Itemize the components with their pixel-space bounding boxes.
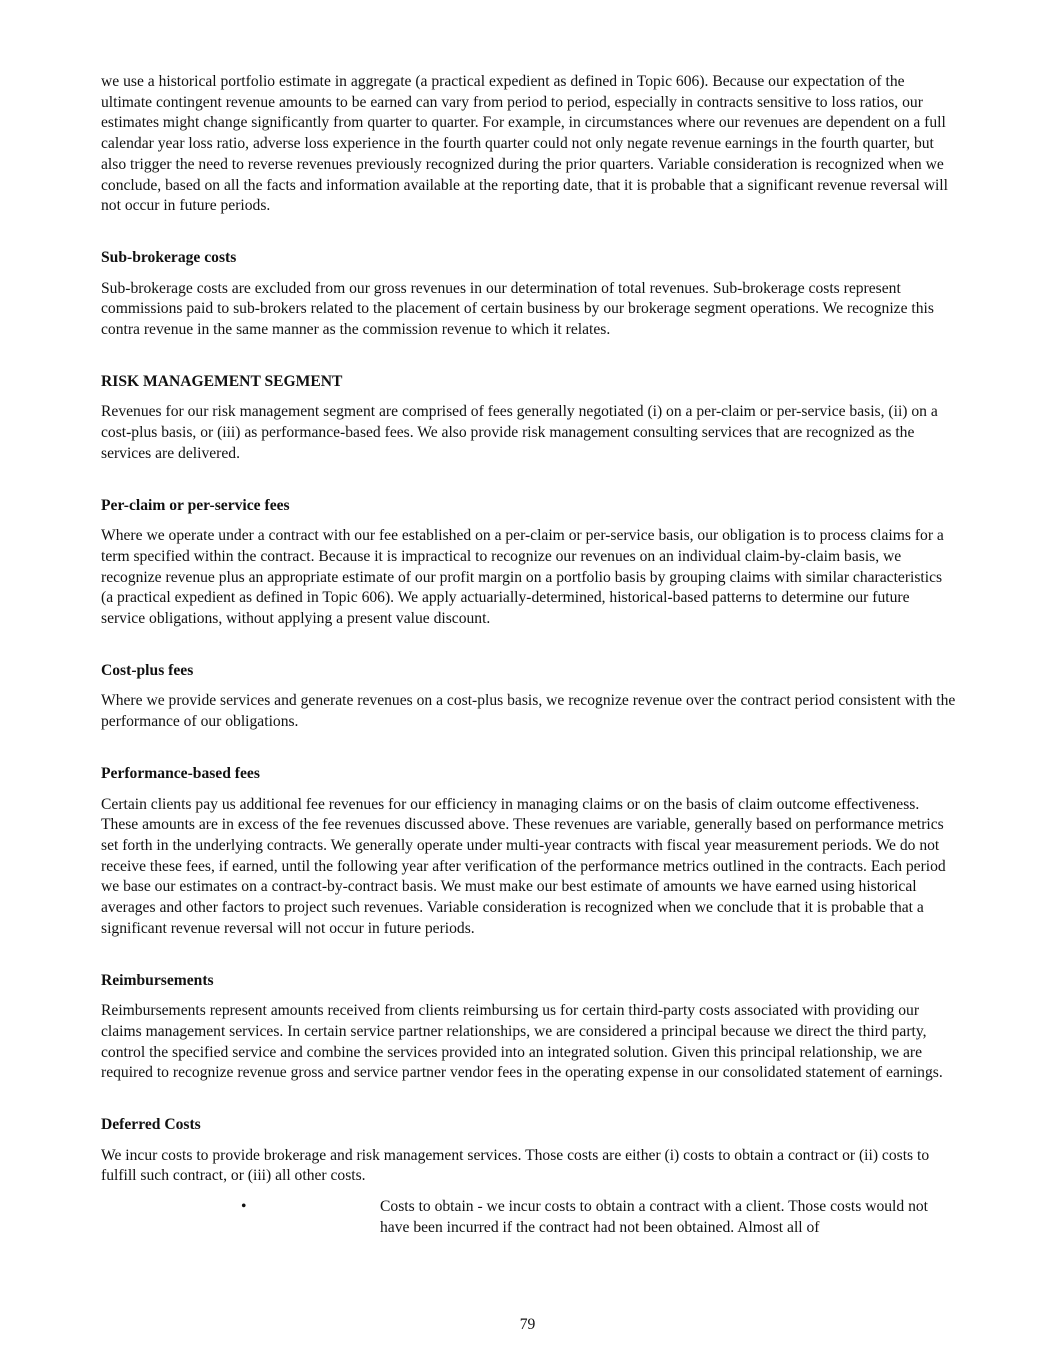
performance-based-paragraph: Certain clients pay us additional fee revenues for our efficiency in managing claims or on the basis of claim outcome effectiveness. These amounts are in excess of the fee revenues discussed above. These revenues are variable, generally based on performance metrics set forth in the underlying contracts. We generally operate under multi-year contracts with fiscal year measurement periods. We do not receive these fees, if earned, until the following year after verification of the performance metrics outlined in the contracts. Each period we base our estimates on a contract-by-contract basis. We must make our best estimate of amounts we have earned using historical averages and other factors to project such revenues. Variable consideration is recognized when we conclude that it is probable that a significant revenue reversal will not occur in future periods. <box>101 795 946 937</box>
risk-management-paragraph: Revenues for our risk management segment are comprised of fees generally negotiated (i) on a per-claim or per-service basis, (ii) on a cost-plus basis, or (iii) as performance-based fees. We also provide risk management consulting services that are recognized as the services are delivered. <box>101 403 938 462</box>
cost-plus-paragraph: Where we provide services and generate revenues on a cost-plus basis, we recognize revenue over the contract period consistent with the performance of our obligations. <box>101 692 956 731</box>
page-number: 79 <box>519 1316 536 1333</box>
document-page <box>101 72 956 1239</box>
per-claim-paragraph: Where we operate under a contract with our fee established on a per-claim or per-service basis, our obligation is to process claims for a term specified within the contract. Because it is impractical to recognize our revenues on an individual claim-by-claim basis, we recognize revenue plus an appropriate estimate of our profit margin on a portfolio basis by grouping claims with similar characteristics (a practical expedient as defined in Topic 606). We apply actuarially-determined, historical-based patterns to determine our future service obligations, without applying a present value discount. <box>101 527 944 628</box>
bullet-marker: • <box>241 1198 247 1216</box>
intro-paragraph: we use a historical portfolio estimate in aggregate (a practical expedient as defined in Topic 606). Because our expectation of the ultimate contingent revenue amounts to be earned can vary from period to period, especially in contracts sensitive to loss ratios, our estimates might change significantly from quarter to quarter. For example, in circumstances where our revenues are dependent on a full calendar year loss ratio, adverse loss experience in the fourth quarter could not only negate revenue earnings in the fourth quarter, but also trigger the need to reverse revenues previously recognized during the prior quarters. Variable consideration is recognized when we conclude, based on all the facts and information available at the reporting date, that it is probable that a significant revenue reversal will not occur in future periods. <box>101 73 948 215</box>
sub-brokerage-paragraph: Sub-brokerage costs are excluded from our gross revenues in our determination of total revenues. Sub-brokerage costs represent commissions paid to sub-brokers related to the placement of certain business by our brokerage segment operations. We recognize this contra revenue in the same manner as the commission revenue to which it relates. <box>101 279 934 339</box>
reimbursements-paragraph: Reimbursements represent amounts received from clients reimbursing us for certain third-party costs associated with providing our claims management services. In certain service partner relationships, we are considered a principal because we direct the third party, control the specified service and combine the services provided into an integrated solution. Given this principal relationship, we are required to recognize revenue gross and service partner vendor fees in the operating expense in our consolidated statement of earnings. <box>101 1002 943 1082</box>
costs-to-obtain-bullet <box>101 1197 956 1239</box>
per-claim-heading: Per-claim or per-service fees <box>101 496 290 514</box>
deferred-costs-paragraph: We incur costs to provide brokerage and risk management services. Those costs are either (i) costs to obtain a contract or (ii) costs to fulfill such contract, or (iii) all other costs. <box>101 1146 930 1185</box>
performance-based-heading: Performance-based fees <box>101 764 260 782</box>
bullet-text: Costs to obtain - we incur costs to obtain a contract with a client. Those costs would not have been incurred if the contract had not been obtained. Almost all of <box>380 1198 928 1236</box>
risk-management-heading: RISK MANAGEMENT SEGMENT <box>101 372 343 390</box>
sub-brokerage-heading: Sub-brokerage costs <box>101 248 237 266</box>
cost-plus-heading: Cost-plus fees <box>101 661 194 679</box>
deferred-costs-heading: Deferred Costs <box>101 1116 201 1134</box>
reimbursements-heading: Reimbursements <box>101 971 214 989</box>
